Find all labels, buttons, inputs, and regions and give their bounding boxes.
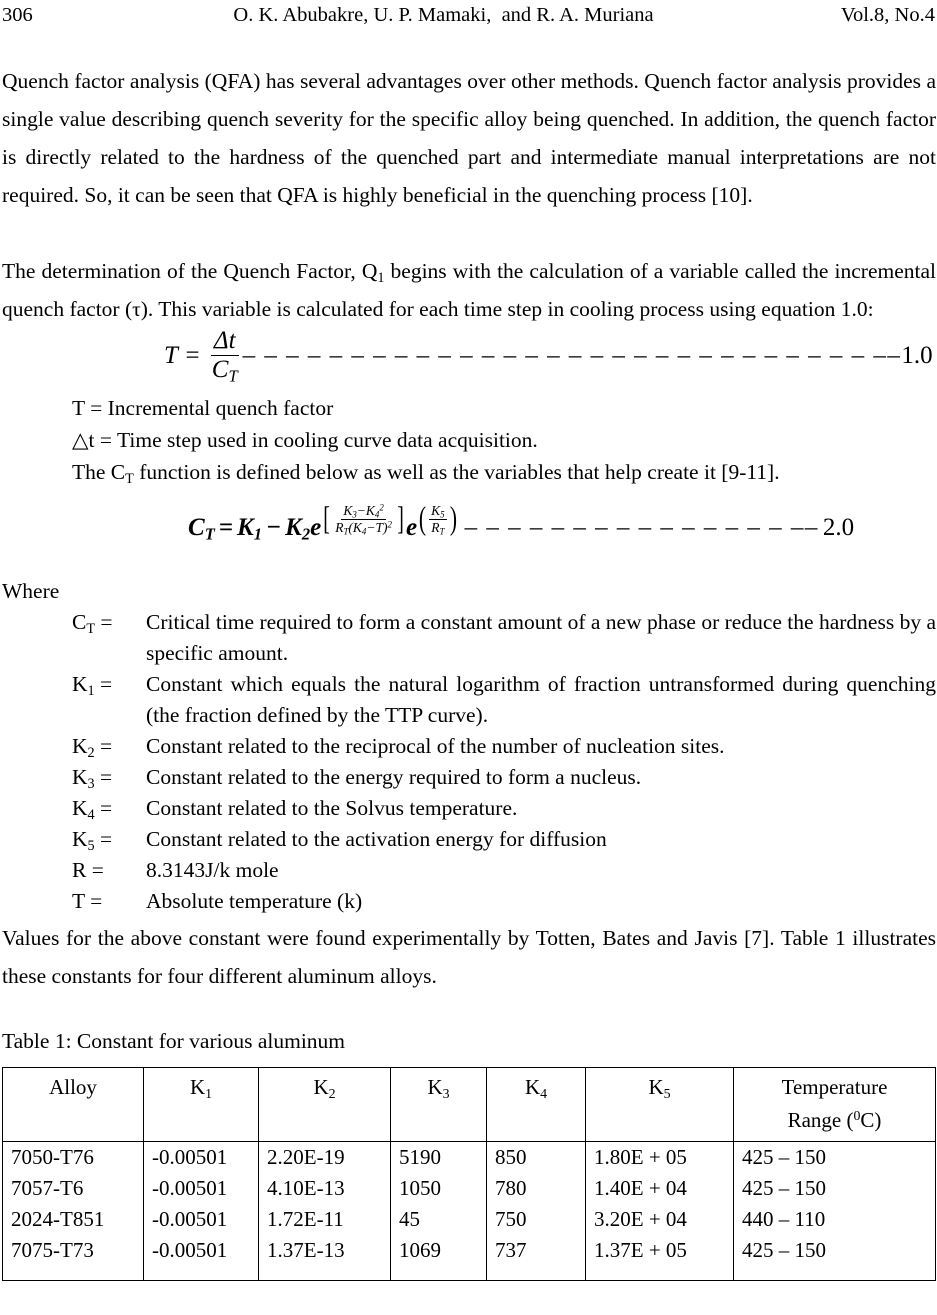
exp1-den-t: T bbox=[375, 520, 384, 536]
definition-symbol-base: R bbox=[72, 858, 87, 882]
definition-symbol-equals: = bbox=[100, 734, 113, 758]
definition-description: Critical time required to form a constant amount of a new phase or reduce the hardness by a specific amount. bbox=[146, 610, 936, 665]
triangle-delta-icon: △ bbox=[72, 428, 89, 452]
constants-table bbox=[2, 1067, 936, 1281]
definition-description: Constant which equals the natural logarithm of fraction untransformed during quenching (the fraction defined by the TTP curve). bbox=[146, 672, 936, 727]
exp1-k3-sub: 3 bbox=[352, 509, 357, 520]
column-header-k4 bbox=[487, 1068, 586, 1142]
eq2-e-first: e bbox=[310, 514, 322, 542]
eq1-equals: = bbox=[183, 341, 201, 369]
eq2-lhs-base: C bbox=[188, 514, 205, 542]
definition-row bbox=[72, 793, 936, 824]
exp1-den-k4-sub: 4 bbox=[361, 526, 367, 537]
eq1-denominator-sub: T bbox=[228, 366, 238, 386]
eq2-equals: = bbox=[218, 514, 234, 542]
cell-k3 bbox=[391, 1235, 487, 1281]
table-caption: Table 1: Constant for various aluminum bbox=[2, 1029, 346, 1053]
cell-k3-text: 1069 bbox=[399, 1238, 441, 1262]
definition-symbol-sub: 4 bbox=[87, 806, 95, 823]
definition-row bbox=[72, 607, 936, 669]
cell-k4: 750 bbox=[487, 1204, 586, 1235]
eq2-minus: − bbox=[265, 514, 282, 542]
eq2-exponent-1 bbox=[321, 501, 406, 538]
bracket-close-icon: ] bbox=[397, 501, 404, 538]
definition-description: Constant related to the activation energy for diffusion bbox=[146, 827, 607, 851]
eq1-denominator-base: C bbox=[211, 356, 229, 384]
column-header-k1 bbox=[144, 1068, 259, 1142]
column-header-k3-base: K bbox=[427, 1075, 443, 1099]
cell-k2: 4.10E-13 bbox=[259, 1173, 391, 1204]
cell-k4: 850 bbox=[487, 1142, 586, 1174]
exp1-k4-sub: 4 bbox=[374, 509, 380, 520]
eq1-leader-dashes: – – – – – – – – – – – – – – – – – – – – – – – – – – – – – –– bbox=[242, 341, 902, 369]
table-header-row bbox=[3, 1068, 936, 1142]
definition-symbol bbox=[72, 669, 146, 700]
eq2-exp2-fraction bbox=[429, 504, 446, 537]
eq2-exp2-numerator bbox=[429, 504, 446, 521]
eq2-exponent-2 bbox=[417, 501, 459, 538]
column-header-k5 bbox=[586, 1068, 734, 1142]
eq2-k2-base: K bbox=[285, 514, 302, 542]
table-row bbox=[3, 1173, 936, 1204]
cell-k1-text: -0.00501 bbox=[152, 1238, 228, 1262]
eq1-denominator bbox=[209, 356, 241, 386]
eq2-e-second: e bbox=[405, 514, 418, 542]
definition-symbol-equals: = bbox=[91, 858, 104, 882]
column-header-k4-base: K bbox=[524, 1075, 541, 1099]
definition-symbol bbox=[72, 855, 146, 886]
cell-alloy bbox=[3, 1235, 144, 1281]
eq1-numerator: Δt bbox=[211, 328, 239, 356]
column-header-k2 bbox=[259, 1068, 391, 1142]
column-header-k3 bbox=[391, 1068, 487, 1142]
exp2-r-sub: T bbox=[439, 526, 445, 537]
eq2-k1-sub: 1 bbox=[253, 524, 262, 544]
cell-temperature-range: 425 – 150 bbox=[734, 1173, 936, 1204]
cell-k5 bbox=[586, 1235, 734, 1281]
eq2-exp1-denominator bbox=[333, 520, 394, 536]
definition-symbol-base: K bbox=[72, 827, 88, 851]
cell-k2: 1.72E-11 bbox=[259, 1204, 391, 1235]
p2-text-before-sub: The determination of the Quench Factor, Q bbox=[2, 259, 378, 283]
definition-row bbox=[72, 731, 936, 762]
definition-symbol bbox=[72, 824, 146, 855]
column-header-k5-base: K bbox=[648, 1075, 664, 1099]
definition-symbol-equals: = bbox=[100, 796, 113, 820]
definition-description: Absolute temperature (k) bbox=[146, 889, 363, 913]
cell-k2 bbox=[259, 1235, 391, 1281]
definition-description: 8.3143J/k mole bbox=[146, 858, 279, 882]
cell-k1: -0.00501 bbox=[144, 1173, 259, 1204]
definition-time-step-text: t = Time step used in cooling curve data acquisition. bbox=[88, 428, 538, 452]
equation2-spacer bbox=[2, 488, 936, 506]
cell-temperature-range: 440 – 110 bbox=[734, 1204, 936, 1235]
definition-symbol-equals: = bbox=[100, 610, 113, 634]
where-label: Where bbox=[2, 579, 60, 603]
definition-symbol bbox=[72, 731, 146, 762]
eq2-exp1-numerator bbox=[341, 504, 386, 521]
exp2-k5: K bbox=[431, 502, 441, 518]
table-body bbox=[3, 1142, 936, 1281]
definition-symbol-base: C bbox=[72, 610, 87, 634]
definition-symbol-sub: 1 bbox=[87, 682, 95, 699]
paragraph-quench-factor-determination bbox=[2, 252, 936, 328]
cell-k1 bbox=[144, 1235, 259, 1281]
exp2-k5-sub: 5 bbox=[440, 509, 445, 520]
eq2-k1 bbox=[237, 514, 262, 542]
ct-line-after: function is defined below as well as the variables that help create it [9-11]. bbox=[133, 460, 780, 484]
eq2-lhs bbox=[188, 514, 215, 542]
cell-k3: 1050 bbox=[391, 1173, 487, 1204]
cell-k1: -0.00501 bbox=[144, 1142, 259, 1174]
table-row bbox=[3, 1142, 936, 1174]
eq1-number: 1.0 bbox=[901, 341, 933, 369]
definition-ct-function bbox=[72, 456, 936, 488]
definition-symbol-equals: = bbox=[100, 827, 113, 851]
definition-symbol-base: K bbox=[72, 765, 88, 789]
constant-definition-list bbox=[72, 607, 936, 917]
column-header-k3-sub: 3 bbox=[442, 1085, 450, 1101]
eq2-k1-base: K bbox=[237, 514, 254, 542]
document-body bbox=[2, 62, 936, 1281]
page-number: 306 bbox=[2, 4, 33, 26]
cell-alloy: 2024-T851 bbox=[3, 1204, 144, 1235]
column-header-k2-base: K bbox=[313, 1075, 329, 1099]
definition-row bbox=[72, 855, 936, 886]
exp1-paren-close: ) bbox=[383, 520, 388, 536]
column-header-temperature-range bbox=[734, 1068, 936, 1142]
eq2-leader-dashes: – – – – – – – – – – – – – – – –– bbox=[464, 514, 819, 542]
definition-description: Constant related to the reciprocal of the number of nucleation sites. bbox=[146, 734, 725, 758]
eq2-k2-sub: 2 bbox=[301, 524, 311, 544]
eq2-number: 2.0 bbox=[822, 514, 855, 542]
exp1-den-sup: 2 bbox=[387, 520, 392, 531]
column-header-range-after: C) bbox=[860, 1108, 882, 1132]
eq1-fraction bbox=[209, 328, 241, 384]
exp1-minus: − bbox=[356, 502, 366, 518]
equation1-definitions bbox=[72, 392, 936, 488]
column-header-degree-sup: 0 bbox=[853, 1108, 861, 1124]
paren-close-icon: ) bbox=[449, 501, 457, 538]
column-header-k1-sub: 1 bbox=[205, 1085, 213, 1101]
definition-row bbox=[72, 824, 936, 855]
definition-symbol-base: K bbox=[72, 734, 88, 758]
equation-1 bbox=[2, 328, 936, 392]
exp1-r: R bbox=[335, 520, 344, 536]
definition-row bbox=[72, 762, 936, 793]
ct-line-sub: T bbox=[125, 470, 134, 487]
cell-alloy: 7057-T6 bbox=[3, 1173, 144, 1204]
definition-symbol-equals: = bbox=[90, 889, 103, 913]
definition-symbol-base: K bbox=[72, 672, 88, 696]
cell-k1: -0.00501 bbox=[144, 1204, 259, 1235]
column-header-alloy-label: Alloy bbox=[49, 1075, 97, 1099]
definition-symbol-sub: 3 bbox=[87, 775, 95, 792]
definition-time-step bbox=[72, 424, 936, 456]
table-head bbox=[3, 1068, 936, 1142]
exp1-den-k4: K bbox=[352, 520, 362, 536]
definition-symbol-base: K bbox=[72, 796, 88, 820]
cell-k4: 780 bbox=[487, 1173, 586, 1204]
author-line: O. K. Abubakre, U. P. Mamaki, and R. A. Muriana bbox=[233, 4, 654, 26]
cell-alloy: 7050-T76 bbox=[3, 1142, 144, 1174]
cell-k2-text: 1.37E-13 bbox=[267, 1238, 345, 1262]
definition-symbol-sub: 2 bbox=[87, 744, 95, 761]
column-header-k2-sub: 2 bbox=[328, 1085, 336, 1101]
running-head bbox=[2, 2, 935, 28]
eq2-k2 bbox=[285, 514, 310, 542]
definition-row bbox=[72, 886, 936, 917]
cell-k5-text: 1.37E + 05 bbox=[594, 1238, 687, 1262]
cell-temperature-range bbox=[734, 1235, 936, 1281]
definition-symbol-sub: T bbox=[86, 620, 96, 637]
cell-k4 bbox=[487, 1235, 586, 1281]
column-header-alloy bbox=[3, 1068, 144, 1142]
table-caption-spacer bbox=[2, 995, 936, 1025]
column-header-k4-sub: 4 bbox=[540, 1085, 548, 1101]
column-header-range-before: Range ( bbox=[787, 1108, 854, 1132]
definition-symbol bbox=[72, 762, 146, 793]
paragraph-values-source: Values for the above constant were found experimentally by Totten, Bates and Javis [7]. Table 1 illustrates these constants for four different aluminum alloys. bbox=[2, 926, 936, 988]
definition-description: Constant related to the energy required to form a nucleus. bbox=[146, 765, 642, 789]
definition-symbol bbox=[72, 793, 146, 824]
bracket-open-icon: [ bbox=[323, 501, 330, 538]
exp1-k4-sup: 2 bbox=[379, 502, 384, 513]
table-row bbox=[3, 1235, 936, 1281]
eq2-exp2-denominator bbox=[429, 520, 446, 536]
paragraph-spacer bbox=[2, 214, 936, 252]
ct-line-before: The C bbox=[72, 460, 126, 484]
exp1-k4: K bbox=[365, 502, 375, 518]
definition-symbol bbox=[72, 607, 146, 638]
p2-subscript: 1 bbox=[377, 269, 385, 286]
p2-text-after-sub: begins with the calculation of a variable called the incremental quench factor (τ). This variable is calculated for each time step in cooling process using equation 1.0: bbox=[2, 259, 936, 321]
definition-description: Constant related to the Solvus temperature. bbox=[146, 796, 518, 820]
cell-temperature-range: 425 – 150 bbox=[734, 1142, 936, 1174]
table-row bbox=[3, 1204, 936, 1235]
definition-symbol-base: T bbox=[72, 889, 85, 913]
eq2-lhs-sub: T bbox=[204, 524, 215, 544]
cell-k4-text: 737 bbox=[495, 1238, 527, 1262]
definition-symbol bbox=[72, 886, 146, 917]
exp2-r: R bbox=[431, 520, 440, 536]
cell-k3: 5190 bbox=[391, 1142, 487, 1174]
column-header-temperature-label: Temperature bbox=[781, 1075, 888, 1099]
exp1-paren-open: ( bbox=[348, 520, 353, 536]
cell-k2: 2.20E-19 bbox=[259, 1142, 391, 1174]
eq2-exp1-fraction bbox=[333, 504, 394, 537]
definition-symbol-equals: = bbox=[100, 672, 113, 696]
cell-temperature-range-text: 425 – 150 bbox=[742, 1238, 826, 1262]
cell-k3: 45 bbox=[391, 1204, 487, 1235]
column-header-k5-sub: 5 bbox=[663, 1085, 671, 1101]
cell-k5: 1.80E + 05 bbox=[586, 1142, 734, 1174]
exp1-den-minus: − bbox=[366, 520, 376, 536]
cell-alloy-text: 7075-T73 bbox=[11, 1238, 94, 1262]
column-header-k1-base: K bbox=[189, 1075, 206, 1099]
equation-2 bbox=[2, 501, 936, 576]
paren-open-icon: ( bbox=[419, 501, 427, 538]
definition-symbol-sub: 5 bbox=[87, 837, 95, 854]
paragraph-qfa-advantages: Quench factor analysis (QFA) has several advantages over other methods. Quench factor analysis provides a single value describing quench severity for the specific alloy being quenched. In addition, the quench factor is directly related to the hardness of the quenched part and intermediate manual interpretations are not required. So, it can be seen that QFA is highly beneficial in the quenching process [10]. bbox=[2, 69, 936, 207]
eq1-lhs: T bbox=[164, 341, 178, 369]
cell-k5: 1.40E + 04 bbox=[586, 1173, 734, 1204]
definition-symbol-equals: = bbox=[100, 765, 113, 789]
volume-issue: Vol.8, No.4 bbox=[840, 4, 935, 26]
cell-k5: 3.20E + 04 bbox=[586, 1204, 734, 1235]
definition-row bbox=[72, 669, 936, 731]
exp1-r-sub: T bbox=[343, 526, 349, 537]
exp1-k3: K bbox=[343, 502, 353, 518]
definition-incremental-quench-factor: T = Incremental quench factor bbox=[72, 396, 334, 420]
